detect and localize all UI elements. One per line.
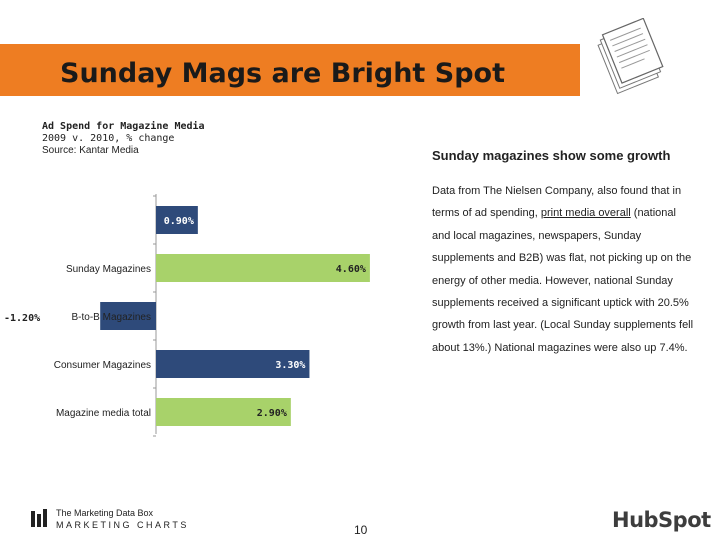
side-paragraph xyxy=(432,180,694,359)
papers-icon xyxy=(592,18,670,102)
side-text-after: (national and local magazines, newspapers, Sunday supplements and B2B) was flat, not picking up on the energy of other media. However, national Sunday supplements received a significant uptick with 20.5% growth from last year. (Local Sunday supplements fell about 13%.) National magazines were also up 7.4%. xyxy=(432,207,694,354)
data-label: 4.60% xyxy=(335,264,366,275)
category-label: Magazine media total xyxy=(55,408,151,419)
side-text-before: Data from The Nielsen Company, also found that in terms of ad spending, xyxy=(432,185,682,220)
brand-name: MARKETING CHARTS xyxy=(56,520,189,530)
category-label: Sunday Magazines xyxy=(65,264,151,275)
slide-title: Sunday Mags are Bright Spot xyxy=(60,58,505,89)
print-media-link[interactable]: print media overall xyxy=(540,207,631,220)
category-label: Consumer Magazines xyxy=(53,360,151,371)
side-heading: Sunday magazines show some growth xyxy=(432,148,671,163)
data-label: 2.90% xyxy=(256,408,287,419)
data-label: 3.30% xyxy=(275,360,306,371)
chart-subtitle: 2009 v. 2010, % change xyxy=(42,133,175,144)
page-number: 10 xyxy=(354,523,368,537)
marketing-charts-logo xyxy=(30,508,50,528)
category-label: B-to-B Magazines xyxy=(71,312,151,323)
data-label: -1.20% xyxy=(4,313,41,324)
brand-tagline: The Marketing Data Box xyxy=(56,508,154,518)
chart-header xyxy=(42,121,205,157)
data-label: 0.90% xyxy=(163,216,194,227)
chart-source: Source: Kantar Media xyxy=(42,145,139,156)
bar-chart xyxy=(0,180,420,442)
hubspot-logo: HubSpot xyxy=(612,508,711,532)
chart-title: Ad Spend for Magazine Media xyxy=(42,121,205,132)
